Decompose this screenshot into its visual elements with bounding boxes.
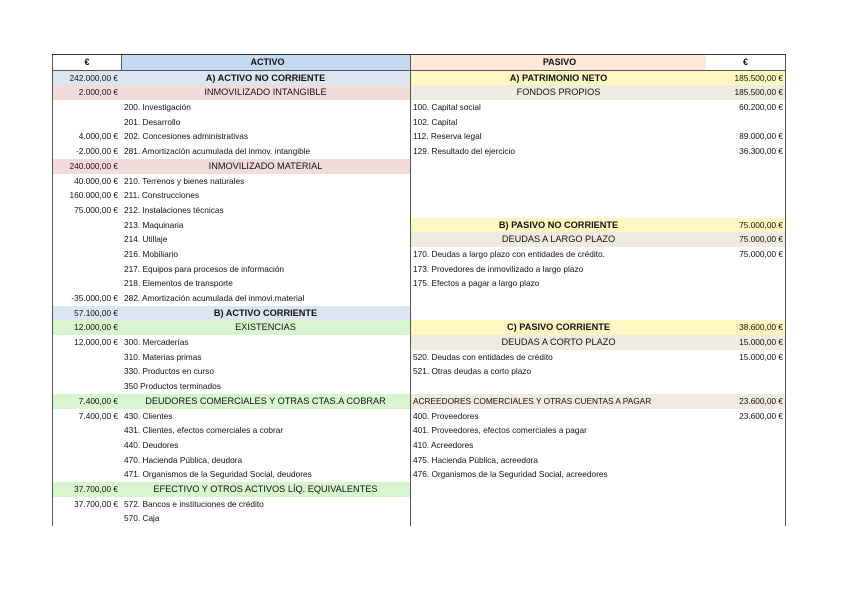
- pasivo-amount: [706, 467, 786, 482]
- activo-amount: 242.000,00 €: [52, 71, 121, 86]
- pasivo-amount: 75.000,00 €: [706, 247, 786, 262]
- pasivo-amount: 75.000,00 €: [706, 232, 786, 247]
- activo-concept: 431. Clientes, efectos comerciales a cobrar: [124, 425, 284, 436]
- activo-amount: 7.400,00 €: [52, 409, 121, 424]
- table-row: [52, 291, 786, 306]
- pasivo-concept: [410, 291, 706, 306]
- activo-concept: 216. Mobiliario: [124, 248, 178, 259]
- table-row: [52, 129, 786, 144]
- table-row: [52, 364, 786, 379]
- pasivo-concept: 170. Deudas a largo plazo con entidades de crédito.: [410, 247, 706, 262]
- activo-amount: 240.000,00 €: [52, 159, 121, 174]
- pasivo-concept: [410, 482, 706, 497]
- table-row: [52, 438, 786, 453]
- pasivo-concept: 401. Proveedores, efectos comerciales a pagar: [410, 423, 706, 438]
- pasivo-concept: [410, 497, 706, 512]
- pasivo-amount: 60.200,00 €: [706, 100, 786, 115]
- activo-amount: 37.700,00 €: [52, 497, 121, 512]
- table-row: [52, 100, 786, 115]
- table-row: [52, 159, 786, 174]
- pasivo-concept: [410, 174, 706, 189]
- pasivo-concept: FONDOS PROPIOS: [410, 85, 706, 100]
- pasivo-concept: 100. Capital social: [410, 100, 706, 115]
- activo-amount: [52, 262, 121, 277]
- activo-amount: [52, 100, 121, 115]
- activo-concept: 470. Hacienda Pública, deudora: [124, 454, 243, 465]
- table-row: [52, 115, 786, 130]
- table-row: [52, 174, 786, 189]
- activo-amount: -2.000,00 €: [52, 144, 121, 159]
- activo-amount: [52, 247, 121, 262]
- header-row: [52, 54, 786, 71]
- pasivo-concept: C) PASIVO CORRIENTE: [410, 320, 706, 335]
- table-row: [52, 276, 786, 291]
- pasivo-concept: [410, 306, 706, 321]
- activo-amount: 12.000,00 €: [52, 320, 121, 335]
- pasivo-amount: [706, 276, 786, 291]
- pasivo-amount: [706, 203, 786, 218]
- pasivo-amount: [706, 159, 786, 174]
- pasivo-header: PASIVO: [410, 55, 706, 70]
- activo-amount: -35.000,00 €: [52, 291, 121, 306]
- pasivo-amount: [706, 291, 786, 306]
- activo-amount: [52, 467, 121, 482]
- pasivo-concept: 129. Resultado del ejercicio: [410, 144, 706, 159]
- activo-header: ACTIVO: [121, 55, 410, 70]
- table-row: [52, 379, 786, 394]
- rows: [52, 71, 786, 526]
- activo-concept: 572. Bancos e instituciones de crédito: [124, 498, 264, 509]
- activo-concept: B) ACTIVO CORRIENTE: [121, 306, 410, 321]
- pasivo-concept: 521. Otras deudas a corto plazo: [410, 364, 706, 379]
- pasivo-amount: 36.300,00 €: [706, 144, 786, 159]
- table-row: [52, 203, 786, 218]
- activo-concept: 310. Materias primas: [124, 351, 202, 362]
- activo-amount: [52, 364, 121, 379]
- pasivo-concept: [410, 379, 706, 394]
- pasivo-amount: [706, 423, 786, 438]
- activo-concept: 201. Desarrollo: [124, 116, 181, 127]
- pasivo-concept: 476. Organismos de la Seguridad Social, acreedores: [410, 467, 706, 482]
- table-row: [52, 188, 786, 203]
- activo-concept: EXISTENCIAS: [121, 320, 410, 335]
- pasivo-concept: 112. Reserva legal: [410, 129, 706, 144]
- table-row: [52, 218, 786, 233]
- table-row: [52, 511, 786, 526]
- activo-concept: 217. Equipos para procesos de información: [124, 263, 285, 274]
- table-row: [52, 335, 786, 350]
- pasivo-amount: [706, 482, 786, 497]
- pasivo-concept: [410, 188, 706, 203]
- pasivo-concept: B) PASIVO NO CORRIENTE: [410, 218, 706, 233]
- pasivo-amount: 15.000,00 €: [706, 335, 786, 350]
- pasivo-concept: [410, 159, 706, 174]
- balance-sheet: [52, 54, 786, 526]
- table-row: [52, 262, 786, 277]
- activo-concept: INMOVILIZADO MATERIAL: [121, 159, 410, 174]
- activo-concept: 471. Organismos de la Seguridad Social, deudores: [124, 469, 312, 480]
- pasivo-amount: 23.600,00 €: [706, 394, 786, 409]
- activo-amount: 12.000,00 €: [52, 335, 121, 350]
- activo-concept: 213. Maquinaria: [124, 219, 184, 230]
- activo-amount: [52, 276, 121, 291]
- activo-amount: [52, 350, 121, 365]
- activo-amount: [52, 438, 121, 453]
- pasivo-amount: [706, 262, 786, 277]
- activo-amount: [52, 232, 121, 247]
- table-row: [52, 394, 786, 409]
- activo-amount: [52, 453, 121, 468]
- pasivo-amount: [706, 174, 786, 189]
- pasivo-concept: 102. Capital: [410, 115, 706, 130]
- pasivo-concept: DEUDAS A LARGO PLAZO: [410, 232, 706, 247]
- table-row: [52, 247, 786, 262]
- activo-concept: 202. Concesiones administrativas: [124, 131, 249, 142]
- pasivo-concept: 410. Acreedores: [410, 438, 706, 453]
- pasivo-amount: [706, 306, 786, 321]
- activo-concept: 350 Productos terminados: [124, 381, 221, 392]
- activo-concept: 210. Terrenos y bienes naturales: [124, 175, 245, 186]
- activo-amount: [52, 511, 121, 526]
- activo-amount: 57.100,00 €: [52, 306, 121, 321]
- pasivo-concept: 475. Hacienda Pública, acreedora: [410, 453, 706, 468]
- table-row: [52, 306, 786, 321]
- table-row: [52, 232, 786, 247]
- activo-concept: 570. Caja: [124, 513, 160, 524]
- activo-concept: 281. Amortización acumulada del inmov. intangible: [124, 146, 311, 157]
- pasivo-amount: [706, 497, 786, 512]
- activo-amount: 7.400,00 €: [52, 394, 121, 409]
- pasivo-amount: [706, 364, 786, 379]
- activo-concept: A) ACTIVO NO CORRIENTE: [121, 71, 410, 86]
- activo-amount: [52, 115, 121, 130]
- table-row: [52, 320, 786, 335]
- table-row: [52, 409, 786, 424]
- pasivo-amount: [706, 188, 786, 203]
- euro-left-header: €: [52, 55, 121, 70]
- pasivo-concept: DEUDAS A CORTO PLAZO: [410, 335, 706, 350]
- pasivo-amount: [706, 438, 786, 453]
- activo-concept: 214. Utillaje: [124, 234, 168, 245]
- activo-amount: 160.000,00 €: [52, 188, 121, 203]
- table-row: [52, 497, 786, 512]
- pasivo-concept: ACREEDORES COMERCIALES Y OTRAS CUENTAS A PAGAR: [410, 394, 706, 409]
- pasivo-amount: [706, 379, 786, 394]
- pasivo-concept: 520. Deudas con entidades de crédito: [410, 350, 706, 365]
- pasivo-amount: 89.000,00 €: [706, 129, 786, 144]
- table-row: [52, 482, 786, 497]
- pasivo-amount: [706, 115, 786, 130]
- activo-concept: 282. Amortización acumulada del inmovi.material: [124, 293, 305, 303]
- activo-amount: [52, 218, 121, 233]
- activo-concept: 211. Construcciones: [124, 190, 200, 201]
- activo-concept: DEUDORES COMERCIALES Y OTRAS CTAS.A COBRAR: [121, 394, 410, 409]
- activo-amount: 2.000,00 €: [52, 85, 121, 100]
- pasivo-concept: [410, 203, 706, 218]
- activo-amount: 40.000,00 €: [52, 174, 121, 189]
- pasivo-concept: 173. Provedores de inmovilizado a largo plazo: [410, 262, 706, 277]
- pasivo-concept: A) PATRIMONIO NETO: [410, 71, 706, 86]
- pasivo-amount: 15.000,00 €: [706, 350, 786, 365]
- pasivo-amount: 38.600,00 €: [706, 320, 786, 335]
- activo-amount: 4.000,00 €: [52, 129, 121, 144]
- activo-amount: 75.000,00 €: [52, 203, 121, 218]
- activo-amount: 37.700,00 €: [52, 482, 121, 497]
- table-row: [52, 85, 786, 100]
- activo-concept: 330. Productos en curso: [124, 366, 214, 377]
- activo-amount: [52, 423, 121, 438]
- table-row: [52, 350, 786, 365]
- pasivo-concept: 175. Efectos a pagar a largo plazo: [410, 276, 706, 291]
- activo-concept: 212. Instalaciones técnicas: [124, 204, 224, 215]
- activo-concept: 200. Investigación: [124, 102, 191, 113]
- table-row: [52, 453, 786, 468]
- pasivo-concept: [410, 511, 706, 526]
- pasivo-concept: 400. Proveedores: [410, 409, 706, 424]
- pasivo-amount: 75.000,00 €: [706, 218, 786, 233]
- activo-concept: 440. Deudores: [124, 439, 179, 450]
- activo-concept: EFECTIVO Y OTROS ACTIVOS LÍQ. EQUIVALENTES: [121, 482, 410, 497]
- table-row: [52, 144, 786, 159]
- activo-concept: 218. Elementos de transporte: [124, 278, 233, 289]
- pasivo-amount: 23.600,00 €: [706, 409, 786, 424]
- activo-concept: INMOVILIZADO INTANGIBLE: [121, 85, 410, 100]
- pasivo-amount: [706, 511, 786, 526]
- table-row: [52, 467, 786, 482]
- activo-concept: 300. Mercaderías: [124, 337, 189, 348]
- pasivo-amount: 185.500,00 €: [706, 85, 786, 100]
- activo-concept: 430. Clientes: [124, 410, 173, 421]
- activo-amount: [52, 379, 121, 394]
- pasivo-amount: [706, 453, 786, 468]
- euro-right-header: €: [706, 55, 786, 70]
- table-row: [52, 71, 786, 86]
- pasivo-amount: 185.500,00 €: [706, 71, 786, 86]
- table-row: [52, 423, 786, 438]
